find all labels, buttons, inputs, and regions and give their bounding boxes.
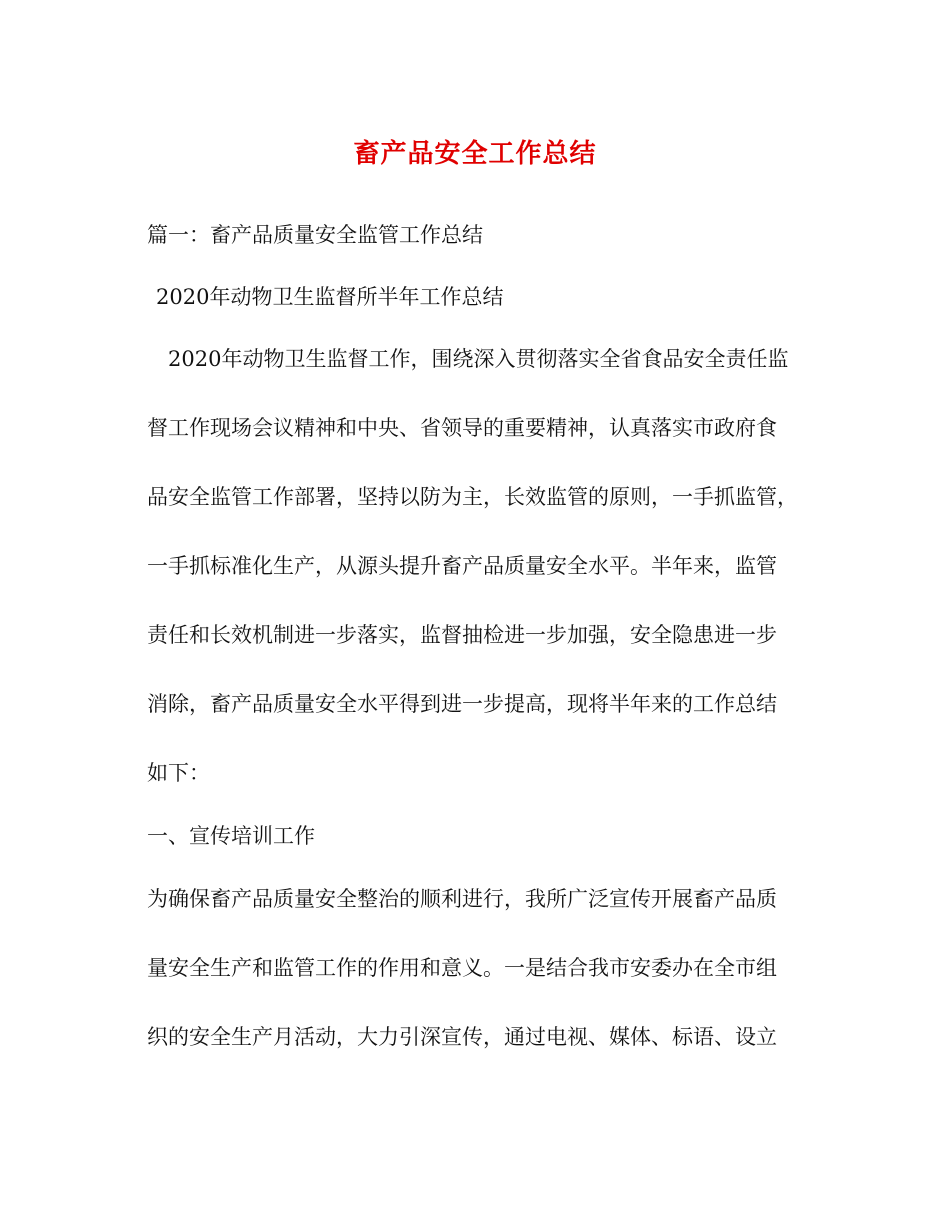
section-heading: 篇一：畜产品质量安全监管工作总结: [147, 223, 483, 247]
paragraph-line: 一手抓标准化生产，从源头提升畜产品质量安全水平。半年来，监管: [147, 554, 777, 578]
item-heading: 一、宣传培训工作: [147, 824, 315, 848]
paragraph-line: 消除，畜产品质量安全水平得到进一步提高，现将半年来的工作总结: [147, 692, 777, 716]
paragraph-line: 如下：: [147, 761, 210, 785]
paragraph-line: 品安全监管工作部署，坚持以防为主，长效监管的原则，一手抓监管，: [147, 485, 798, 509]
paragraph-line: 督工作现场会议精神和中央、省领导的重要精神，认真落实市政府食: [147, 416, 777, 440]
paragraph-line: 织的安全生产月活动，大力引深宣传，通过电视、媒体、标语、设立: [147, 1025, 777, 1049]
report-subtitle: 2020年动物卫生监督所半年工作总结: [156, 285, 504, 309]
document-title: 畜产品安全工作总结: [353, 139, 597, 169]
paragraph-line: 2020年动物卫生监督工作，围绕深入贯彻落实全省食品安全责任监: [168, 347, 789, 371]
paragraph-line: 为确保畜产品质量安全整治的顺利进行，我所广泛宣传开展畜产品质: [147, 887, 777, 911]
paragraph-line: 量安全生产和监管工作的作用和意义。一是结合我市安委办在全市组: [147, 956, 777, 980]
paragraph-line: 责任和长效机制进一步落实，监督抽检进一步加强，安全隐患进一步: [147, 623, 777, 647]
